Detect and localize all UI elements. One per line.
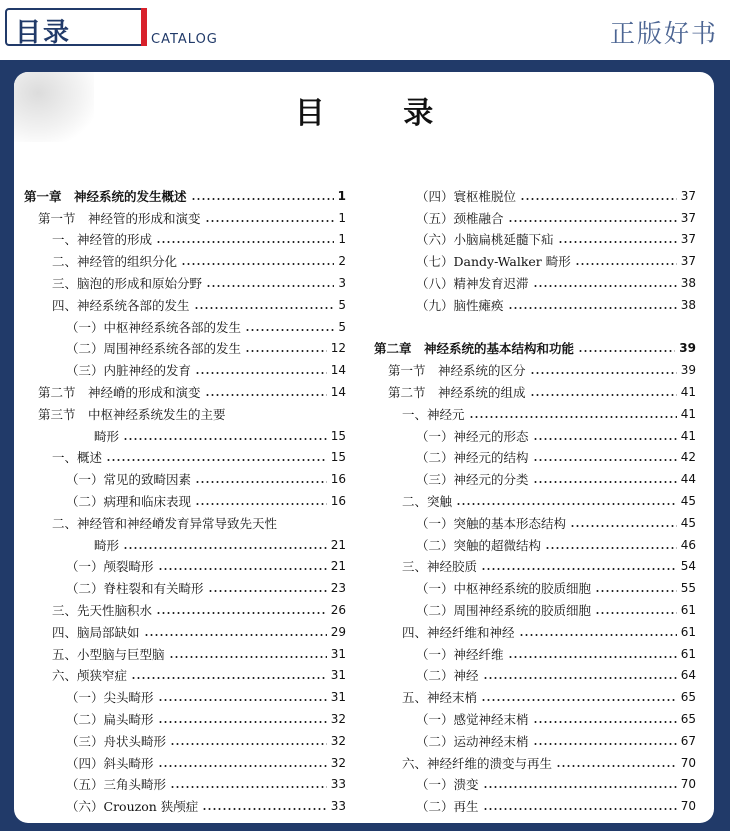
toc-entry-title: 四、神经纤维和神经 bbox=[402, 624, 515, 640]
toc-leader-dots bbox=[195, 481, 327, 483]
toc-entry bbox=[374, 490, 696, 512]
toc-leader-dots bbox=[195, 372, 327, 374]
toc-page-number: 31 bbox=[330, 668, 346, 683]
toc-entry-title: （一）突触的基本形态结构 bbox=[416, 515, 567, 531]
toc-leader-dots bbox=[508, 307, 677, 309]
toc-leader-dots bbox=[181, 263, 334, 265]
toc-entry-title: （五）三角头畸形 bbox=[66, 777, 167, 793]
toc-entry-title: （一）溃变 bbox=[416, 777, 479, 793]
toc-entry-title: 第一章 神经系统的发生概述 bbox=[24, 188, 187, 204]
toc-entry-title: 第二章 神经系统的基本结构和功能 bbox=[374, 341, 575, 357]
toc-entry-title: 第一节 神经管的形成和演变 bbox=[38, 210, 201, 226]
toc-leader-dots bbox=[545, 547, 677, 549]
toc-page-number: 70 bbox=[680, 777, 696, 792]
toc-leader-dots bbox=[533, 481, 677, 483]
toc-entry-title: 六、颅狭窄症 bbox=[52, 668, 128, 684]
toc-entry bbox=[374, 774, 696, 796]
toc-page-number: 21 bbox=[330, 537, 346, 552]
toc-entry-title: 第二节 神经系统的组成 bbox=[388, 385, 526, 401]
toc-entry-title: （六）小脑扁桃延髓下疝 bbox=[416, 232, 554, 248]
toc-entry-title: （一）常见的致畸因素 bbox=[66, 472, 192, 488]
toc-entry bbox=[374, 207, 696, 229]
toc-entry bbox=[374, 185, 696, 207]
toc-leader-dots bbox=[170, 786, 327, 788]
toc-page-number: 1 bbox=[338, 210, 346, 225]
toc-page-number: 61 bbox=[680, 624, 696, 639]
toc-entry-title: （三）舟状头畸形 bbox=[66, 733, 167, 749]
toc-entry bbox=[24, 730, 346, 752]
toc-entry bbox=[24, 294, 346, 316]
catalog-accent-stripe bbox=[141, 8, 147, 46]
toc-page-number: 65 bbox=[680, 712, 696, 727]
toc-entry-title: （二）周围神经系统的胶质细胞 bbox=[416, 603, 592, 619]
toc-entry bbox=[24, 599, 346, 621]
toc-page-number: 45 bbox=[680, 515, 696, 530]
toc-page-number: 70 bbox=[680, 799, 696, 814]
toc-entry-title: （九）脑性瘫痪 bbox=[416, 297, 504, 313]
toc-page-number: 37 bbox=[680, 232, 696, 247]
toc-column-left bbox=[24, 185, 346, 817]
toc-page-number: 15 bbox=[330, 428, 346, 443]
toc-entry bbox=[24, 708, 346, 730]
toc-entry bbox=[24, 229, 346, 251]
toc-entry-title: （五）颈椎融合 bbox=[416, 210, 504, 226]
toc-entry bbox=[374, 229, 696, 251]
toc-leader-dots bbox=[570, 525, 677, 527]
toc-leader-dots bbox=[123, 438, 327, 440]
toc-entry-title: （二）运动神经末梢 bbox=[416, 733, 529, 749]
toc-leader-dots bbox=[483, 677, 677, 679]
toc-leader-dots bbox=[481, 568, 677, 570]
toc-leader-dots bbox=[558, 241, 677, 243]
toc-entry bbox=[24, 316, 346, 338]
toc-page-number: 1 bbox=[338, 232, 346, 247]
toc-leader-dots bbox=[205, 220, 335, 222]
toc-leader-dots bbox=[169, 656, 327, 658]
toc-page-number: 32 bbox=[330, 755, 346, 770]
toc-leader-dots bbox=[106, 459, 327, 461]
toc-entry-title: 四、神经系统各部的发生 bbox=[52, 297, 190, 313]
toc-entry bbox=[24, 577, 346, 599]
toc-leader-dots bbox=[158, 568, 327, 570]
toc-entry bbox=[24, 425, 346, 447]
toc-entry bbox=[374, 359, 696, 381]
toc-page-number: 37 bbox=[680, 188, 696, 203]
toc-entry-title: （二）神经 bbox=[416, 668, 479, 684]
toc-entry bbox=[24, 403, 346, 425]
toc-leader-dots bbox=[194, 307, 335, 309]
toc-page bbox=[14, 72, 714, 823]
toc-entry bbox=[24, 185, 346, 207]
toc-page-number: 41 bbox=[680, 428, 696, 443]
toc-entry bbox=[24, 621, 346, 643]
toc-leader-dots bbox=[575, 263, 677, 265]
toc-entry-title: （二）脊柱裂和有关畸形 bbox=[66, 581, 204, 597]
toc-page-number: 70 bbox=[680, 755, 696, 770]
toc-entry-title: 一、神经管的形成 bbox=[52, 232, 153, 248]
toc-leader-dots bbox=[483, 786, 677, 788]
toc-entry-title: （一）中枢神经系统的胶质细胞 bbox=[416, 581, 592, 597]
toc-page-number: 5 bbox=[338, 297, 346, 312]
toc-entry-title: （一）颅裂畸形 bbox=[66, 559, 154, 575]
toc-leader-dots bbox=[144, 634, 327, 636]
toc-entry bbox=[374, 272, 696, 294]
toc-leader-dots bbox=[230, 416, 342, 418]
toc-entry-title: （四）斜头畸形 bbox=[66, 755, 154, 771]
toc-leader-dots bbox=[530, 372, 677, 374]
toc-page-number: 26 bbox=[330, 603, 346, 618]
toc-page-number: 65 bbox=[680, 690, 696, 705]
toc-entry-title: （一）感觉神经末梢 bbox=[416, 712, 529, 728]
toc-leader-dots bbox=[456, 503, 677, 505]
toc-entry-title: 三、脑泡的形成和原始分野 bbox=[52, 276, 203, 292]
page-title: 目 录 bbox=[294, 96, 468, 131]
toc-page-number: 15 bbox=[330, 450, 346, 465]
toc-entry-title: （三）内脏神经的发育 bbox=[66, 363, 192, 379]
toc-leader-dots bbox=[530, 394, 677, 396]
toc-page-number: 33 bbox=[330, 777, 346, 792]
toc-leader-dots bbox=[481, 699, 677, 701]
toc-page-number: 16 bbox=[330, 472, 346, 487]
toc-leader-dots bbox=[202, 808, 326, 810]
toc-page-number: 46 bbox=[680, 537, 696, 552]
toc-spacer bbox=[374, 316, 696, 338]
toc-entry-title: 一、神经元 bbox=[402, 406, 465, 422]
toc-leader-dots bbox=[483, 808, 677, 810]
toc-page-number: 33 bbox=[330, 799, 346, 814]
toc-page-number: 32 bbox=[330, 712, 346, 727]
toc-page-number: 37 bbox=[680, 254, 696, 269]
toc-page-number: 23 bbox=[330, 581, 346, 596]
toc-leader-dots bbox=[281, 525, 342, 527]
toc-page-number: 61 bbox=[680, 603, 696, 618]
toc-page-number: 39 bbox=[680, 363, 696, 378]
toc-entry-title: 畸形 bbox=[94, 537, 120, 553]
toc-entry bbox=[374, 447, 696, 469]
toc-page-number: 31 bbox=[330, 690, 346, 705]
toc-page-number: 31 bbox=[330, 646, 346, 661]
toc-leader-dots bbox=[245, 329, 334, 331]
toc-entry bbox=[24, 490, 346, 512]
toc-leader-dots bbox=[469, 416, 677, 418]
toc-page-number: 45 bbox=[680, 494, 696, 509]
toc-page-number: 39 bbox=[679, 341, 696, 356]
toc-entry bbox=[24, 207, 346, 229]
toc-entry bbox=[374, 534, 696, 556]
toc-page-number: 5 bbox=[338, 319, 346, 334]
toc-leader-dots bbox=[595, 612, 677, 614]
toc-entry-title: （一）中枢神经系统各部的发生 bbox=[66, 319, 242, 335]
toc-entry-title: 五、神经末梢 bbox=[402, 690, 478, 706]
toc-entry-title: （三）神经元的分类 bbox=[416, 472, 529, 488]
toc-page-number: 44 bbox=[680, 472, 696, 487]
toc-entry bbox=[374, 752, 696, 774]
toc-entry bbox=[374, 621, 696, 643]
toc-entry-title: 第二节 神经嵴的形成和演变 bbox=[38, 385, 201, 401]
toc-entry bbox=[24, 643, 346, 665]
toc-entry bbox=[374, 708, 696, 730]
toc-page-number: 37 bbox=[680, 210, 696, 225]
toc-page-number: 64 bbox=[680, 668, 696, 683]
toc-page-number: 38 bbox=[680, 276, 696, 291]
toc-page-number: 42 bbox=[680, 450, 696, 465]
catalog-title: 目录 bbox=[15, 18, 72, 48]
toc-page-number: 32 bbox=[330, 733, 346, 748]
toc-entry-title: 四、脑局部缺如 bbox=[52, 624, 140, 640]
toc-entry bbox=[374, 577, 696, 599]
toc-leader-dots bbox=[508, 220, 677, 222]
toc-entry-title: 二、突触 bbox=[402, 494, 453, 510]
toc-entry bbox=[24, 795, 346, 817]
toc-leader-dots bbox=[578, 350, 675, 352]
toc-page-number: 1 bbox=[337, 188, 346, 203]
toc-entry-title: 二、神经管的组织分化 bbox=[52, 254, 178, 270]
toc-entry bbox=[24, 556, 346, 578]
toc-leader-dots bbox=[205, 394, 327, 396]
brand-label: 正版好书 bbox=[609, 19, 718, 48]
toc-entry bbox=[374, 250, 696, 272]
toc-entry-title: （四）寰枢椎脱位 bbox=[416, 188, 517, 204]
toc-entry bbox=[24, 359, 346, 381]
toc-page-number: 2 bbox=[338, 254, 346, 269]
toc-leader-dots bbox=[533, 459, 677, 461]
toc-entry-title: （一）神经元的形态 bbox=[416, 428, 529, 444]
toc-entry bbox=[24, 447, 346, 469]
toc-leader-dots bbox=[191, 198, 334, 200]
toc-entry bbox=[374, 795, 696, 817]
toc-page-number: 54 bbox=[680, 559, 696, 574]
toc-entry-title: 五、小型脑与巨型脑 bbox=[52, 646, 165, 662]
toc-entry bbox=[24, 512, 346, 534]
toc-leader-dots bbox=[156, 241, 334, 243]
toc-entry-title: （七）Dandy-Walker 畸形 bbox=[416, 254, 571, 270]
toc-leader-dots bbox=[131, 677, 327, 679]
toc-entry-title: （八）精神发育迟滞 bbox=[416, 276, 529, 292]
toc-page-number: 67 bbox=[680, 733, 696, 748]
toc-entry bbox=[374, 294, 696, 316]
catalog-badge bbox=[5, 8, 147, 46]
toc-page-number: 55 bbox=[680, 581, 696, 596]
toc-entry bbox=[374, 686, 696, 708]
toc-leader-dots bbox=[158, 721, 327, 723]
toc-entry bbox=[24, 272, 346, 294]
toc-leader-dots bbox=[519, 634, 677, 636]
toc-entry bbox=[374, 665, 696, 687]
toc-page-number: 41 bbox=[680, 406, 696, 421]
catalog-subtitle: CATALOG bbox=[151, 32, 218, 47]
toc-page-number: 12 bbox=[330, 341, 346, 356]
toc-page-number: 21 bbox=[330, 559, 346, 574]
toc-entry bbox=[24, 381, 346, 403]
toc-entry-title: 六、神经纤维的溃变与再生 bbox=[402, 755, 553, 771]
toc-entry-title: （二）周围神经系统各部的发生 bbox=[66, 341, 242, 357]
toc-entry-title: 三、神经胶质 bbox=[402, 559, 478, 575]
toc-leader-dots bbox=[195, 503, 327, 505]
toc-entry bbox=[374, 599, 696, 621]
toc-page-number: 14 bbox=[330, 363, 346, 378]
toc-entry bbox=[374, 730, 696, 752]
toc-leader-dots bbox=[206, 285, 334, 287]
toc-leader-dots bbox=[158, 765, 327, 767]
toc-leader-dots bbox=[533, 743, 677, 745]
toc-page-number: 38 bbox=[680, 297, 696, 312]
toc-entry bbox=[374, 512, 696, 534]
toc-entry-title: （六）Crouzon 狭颅症 bbox=[66, 799, 199, 815]
toc-entry bbox=[374, 556, 696, 578]
toc-page-number: 14 bbox=[330, 385, 346, 400]
toc-entry bbox=[374, 403, 696, 425]
toc-entry bbox=[24, 468, 346, 490]
toc-entry-title: （二）再生 bbox=[416, 799, 479, 815]
toc-entry-title: 第三节 中枢神经系统发生的主要 bbox=[38, 406, 226, 422]
toc-leader-dots bbox=[595, 590, 677, 592]
toc-entry bbox=[24, 774, 346, 796]
toc-leader-dots bbox=[158, 699, 327, 701]
header-bar bbox=[0, 0, 730, 63]
toc-leader-dots bbox=[123, 547, 327, 549]
toc-entry-title: （二）扁头畸形 bbox=[66, 712, 154, 728]
toc-page-number: 3 bbox=[338, 276, 346, 291]
toc-entry-title: 二、神经管和神经嵴发育异常导致先天性 bbox=[52, 515, 278, 531]
toc-leader-dots bbox=[170, 743, 327, 745]
toc-entry bbox=[374, 425, 696, 447]
toc-page-number: 41 bbox=[680, 385, 696, 400]
toc-page-number: 16 bbox=[330, 494, 346, 509]
toc-entry-title: 一、概述 bbox=[52, 450, 103, 466]
toc-leader-dots bbox=[520, 198, 677, 200]
toc-leader-dots bbox=[533, 285, 677, 287]
toc-entry bbox=[24, 686, 346, 708]
toc-entry-title: （一）尖头畸形 bbox=[66, 690, 154, 706]
toc-entry bbox=[24, 665, 346, 687]
toc-entry bbox=[374, 468, 696, 490]
toc-entry-title: 三、先天性脑积水 bbox=[52, 603, 153, 619]
toc-entry-title: （一）神经纤维 bbox=[416, 646, 504, 662]
toc-entry-title: 畸形 bbox=[94, 428, 120, 444]
toc-entry-title: （二）神经元的结构 bbox=[416, 450, 529, 466]
toc-entry bbox=[24, 752, 346, 774]
toc-leader-dots bbox=[156, 612, 327, 614]
toc-entry-title: 第一节 神经系统的区分 bbox=[388, 363, 526, 379]
toc-entry bbox=[374, 643, 696, 665]
toc-leader-dots bbox=[533, 721, 677, 723]
toc-entry bbox=[374, 338, 696, 360]
toc-entry-title: （二）病理和临床表现 bbox=[66, 494, 192, 510]
toc-leader-dots bbox=[208, 590, 327, 592]
toc-entry bbox=[24, 534, 346, 556]
toc-leader-dots bbox=[508, 656, 677, 658]
toc-leader-dots bbox=[533, 438, 677, 440]
toc-page-number: 29 bbox=[330, 624, 346, 639]
toc-entry bbox=[374, 381, 696, 403]
toc-page-number: 61 bbox=[680, 646, 696, 661]
toc-entry-title: （二）突触的超微结构 bbox=[416, 537, 542, 553]
toc-column-right bbox=[374, 185, 696, 817]
toc-leader-dots bbox=[245, 350, 327, 352]
toc-entry bbox=[24, 250, 346, 272]
toc-leader-dots bbox=[556, 765, 677, 767]
toc-entry bbox=[24, 338, 346, 360]
